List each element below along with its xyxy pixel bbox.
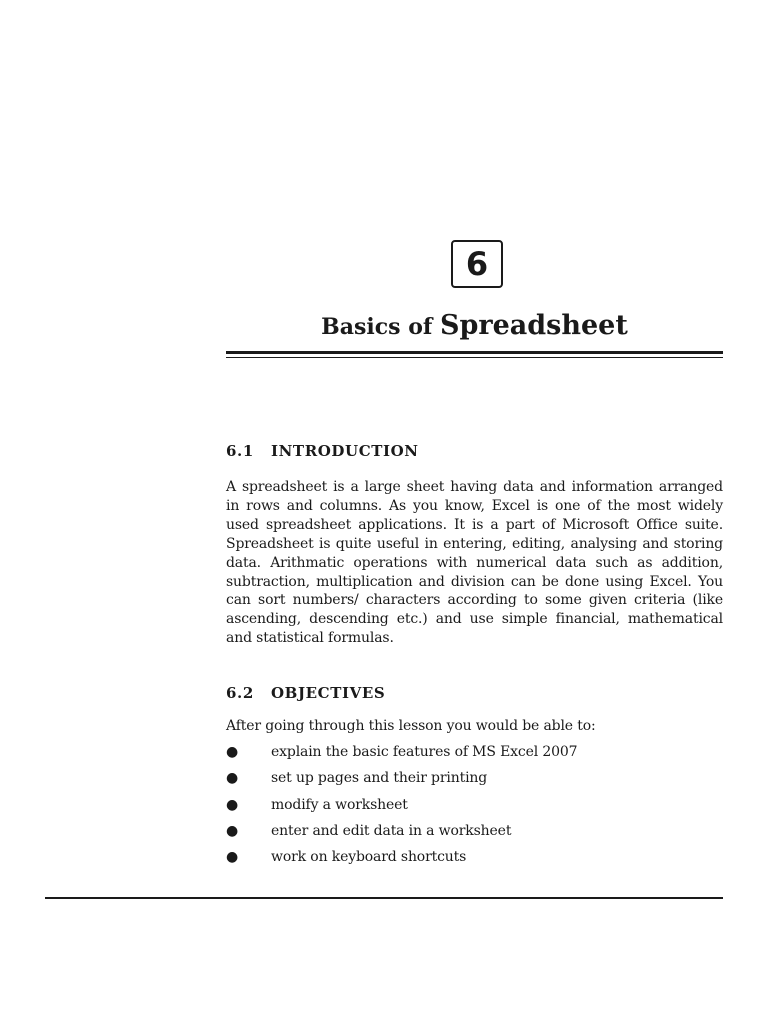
- list-item: [226, 823, 723, 849]
- bullet-icon: ●: [226, 822, 239, 839]
- objectives-list: [226, 744, 723, 875]
- list-item-text: explain the basic features of MS Excel 2007: [271, 744, 578, 760]
- list-item: [226, 849, 723, 875]
- page-bottom-divider: [45, 897, 723, 899]
- list-item-text: modify a worksheet: [271, 796, 408, 813]
- bullet-icon: ●: [226, 770, 239, 787]
- chapter-number: 6: [465, 245, 489, 283]
- section-heading-introduction: [226, 442, 419, 460]
- chapter-title: [226, 310, 723, 341]
- section-title: OBJECTIVES: [271, 684, 386, 702]
- chapter-number-box: [451, 240, 503, 288]
- bullet-icon: ●: [226, 744, 239, 760]
- introduction-paragraph: A spreadsheet is a large sheet having data and information arranged in rows and columns. As you know, Excel is one of the most widely used spreadsheet applications. It is a part of Microsoft Office suite. Spreadsheet is quite useful in entering, editing, analysing and storing data. Arithmatic operations with numerical data such as addition, subtraction, multiplication and division can be done using Excel. You can sort numbers/ characters according to some given criteria (like ascending, descending etc.) and use simple financial, mathematical and statistical formulas.: [226, 479, 723, 647]
- section-title: INTRODUCTION: [271, 442, 419, 460]
- bullet-icon: ●: [226, 796, 239, 813]
- list-item-text: work on keyboard shortcuts: [271, 849, 467, 866]
- objectives-lead: After going through this lesson you would be able to:: [226, 718, 596, 734]
- section-number: 6.1: [226, 442, 254, 460]
- bullet-icon: ●: [226, 849, 239, 866]
- chapter-title-part2: Spreadsheet: [440, 310, 628, 341]
- section-number: 6.2: [226, 684, 254, 702]
- title-divider: [226, 351, 723, 358]
- section-heading-objectives: [226, 684, 385, 702]
- chapter-title-part1: Basics of: [321, 314, 440, 340]
- list-item-text: enter and edit data in a worksheet: [271, 822, 512, 839]
- list-item: [226, 770, 723, 796]
- list-item-text: set up pages and their printing: [271, 770, 488, 787]
- list-item: [226, 744, 723, 770]
- list-item: [226, 797, 723, 823]
